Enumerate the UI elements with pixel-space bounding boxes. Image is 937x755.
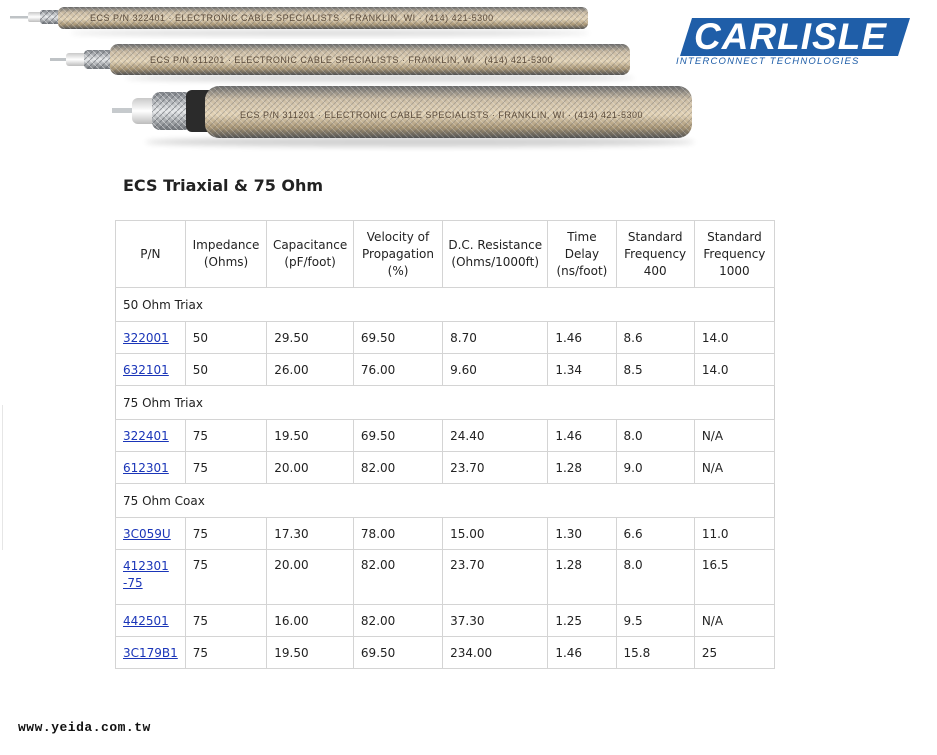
website-footer: www.yeida.com.tw <box>18 720 151 735</box>
pn-cell <box>116 452 186 484</box>
group-label: 50 Ohm Triax <box>116 288 775 322</box>
pn-cell <box>116 637 186 669</box>
value-cell: 23.70 <box>443 550 548 605</box>
value-cell: 14.0 <box>694 322 774 354</box>
value-cell: 20.00 <box>267 550 354 605</box>
value-cell: 76.00 <box>353 354 442 386</box>
value-cell: 1.28 <box>548 550 616 605</box>
part-number-link[interactable]: 322001 <box>123 330 169 345</box>
group-row <box>116 288 775 322</box>
pn-cell <box>116 322 186 354</box>
header-freq400: Standard Frequency 400 <box>616 221 694 288</box>
table-row <box>116 637 775 669</box>
table-row <box>116 420 775 452</box>
value-cell: 50 <box>185 354 266 386</box>
page-title: ECS Triaxial & 75 Ohm <box>123 176 324 195</box>
group-label: 75 Ohm Coax <box>116 484 775 518</box>
logo-subtitle: INTERCONNECT TECHNOLOGIES <box>676 56 860 67</box>
value-cell: 6.6 <box>616 518 694 550</box>
value-cell: 75 <box>185 637 266 669</box>
part-number-link[interactable]: 322401 <box>123 428 169 443</box>
value-cell: 1.28 <box>548 452 616 484</box>
table-row <box>116 354 775 386</box>
table-row <box>116 518 775 550</box>
value-cell: 8.0 <box>616 420 694 452</box>
value-cell: 50 <box>185 322 266 354</box>
value-cell: 19.50 <box>267 637 354 669</box>
cable-2 <box>50 44 635 82</box>
value-cell: 82.00 <box>353 605 442 637</box>
value-cell: 11.0 <box>694 518 774 550</box>
value-cell: 69.50 <box>353 322 442 354</box>
value-cell: 20.00 <box>267 452 354 484</box>
group-row <box>116 484 775 518</box>
table-header-row <box>116 221 775 288</box>
spec-table <box>115 220 775 669</box>
value-cell: 1.34 <box>548 354 616 386</box>
value-cell: 16.5 <box>694 550 774 605</box>
part-number-link[interactable]: 3C059U <box>123 526 171 541</box>
part-number-link[interactable]: 412301-75 <box>123 559 169 590</box>
value-cell: 75 <box>185 550 266 605</box>
header-pn: P/N <box>116 221 186 288</box>
value-cell: 14.0 <box>694 354 774 386</box>
table-row <box>116 452 775 484</box>
cable-1 <box>10 7 590 36</box>
part-number-link[interactable]: 442501 <box>123 613 169 628</box>
pn-cell <box>116 420 186 452</box>
value-cell: 69.50 <box>353 420 442 452</box>
value-cell: 9.0 <box>616 452 694 484</box>
value-cell: 75 <box>185 452 266 484</box>
value-cell: 75 <box>185 605 266 637</box>
value-cell: 82.00 <box>353 550 442 605</box>
value-cell: 29.50 <box>267 322 354 354</box>
value-cell: 25 <box>694 637 774 669</box>
value-cell: 17.30 <box>267 518 354 550</box>
table-row <box>116 322 775 354</box>
value-cell: 1.30 <box>548 518 616 550</box>
header-impedance: Impedance (Ohms) <box>185 221 266 288</box>
svg-text:ECS P/N 311201 · ELECTRONIC CA: ECS P/N 311201 · ELECTRONIC CABLE SPECIALISTS · FRANKLIN, WI · (414) 421-5300 <box>240 110 643 120</box>
value-cell: N/A <box>694 605 774 637</box>
value-cell: 8.5 <box>616 354 694 386</box>
pn-cell <box>116 605 186 637</box>
svg-text:ECS P/N 322401 · ELECTRONIC CA: ECS P/N 322401 · ELECTRONIC CABLE SPECIALISTS · FRANKLIN, WI · (414) 421-5300 <box>90 13 494 23</box>
group-label: 75 Ohm Triax <box>116 386 775 420</box>
table-row <box>116 605 775 637</box>
cable-3 <box>112 86 695 147</box>
part-number-link[interactable]: 612301 <box>123 460 169 475</box>
part-number-link[interactable]: 632101 <box>123 362 169 377</box>
value-cell: 1.46 <box>548 637 616 669</box>
table-row <box>116 550 775 605</box>
part-number-link[interactable]: 3C179B1 <box>123 645 178 660</box>
value-cell: 37.30 <box>443 605 548 637</box>
header-capacitance: Capacitance (pF/foot) <box>267 221 354 288</box>
value-cell: 15.00 <box>443 518 548 550</box>
value-cell: 8.6 <box>616 322 694 354</box>
value-cell: N/A <box>694 420 774 452</box>
pn-cell <box>116 354 186 386</box>
value-cell: 15.8 <box>616 637 694 669</box>
value-cell: 78.00 <box>353 518 442 550</box>
group-row <box>116 386 775 420</box>
value-cell: 69.50 <box>353 637 442 669</box>
pn-cell <box>116 518 186 550</box>
pn-cell <box>116 550 186 605</box>
value-cell: 1.46 <box>548 322 616 354</box>
svg-text:CARLISLE: CARLISLE <box>694 16 887 57</box>
value-cell: N/A <box>694 452 774 484</box>
value-cell: 19.50 <box>267 420 354 452</box>
value-cell: 16.00 <box>267 605 354 637</box>
value-cell: 1.46 <box>548 420 616 452</box>
value-cell: 26.00 <box>267 354 354 386</box>
header-freq1000: Standard Frequency 1000 <box>694 221 774 288</box>
page-edge-line <box>2 405 3 550</box>
value-cell: 9.60 <box>443 354 548 386</box>
value-cell: 24.40 <box>443 420 548 452</box>
value-cell: 8.70 <box>443 322 548 354</box>
header-velocity: Velocity of Propagation (%) <box>353 221 442 288</box>
svg-text:ECS P/N 311201 · ELECTRONIC CA: ECS P/N 311201 · ELECTRONIC CABLE SPECIALISTS · FRANKLIN, WI · (414) 421-5300 <box>150 55 553 65</box>
value-cell: 9.5 <box>616 605 694 637</box>
header-resistance: D.C. Resistance (Ohms/1000ft) <box>443 221 548 288</box>
value-cell: 234.00 <box>443 637 548 669</box>
value-cell: 82.00 <box>353 452 442 484</box>
header-delay: Time Delay (ns/foot) <box>548 221 616 288</box>
value-cell: 75 <box>185 420 266 452</box>
value-cell: 1.25 <box>548 605 616 637</box>
value-cell: 8.0 <box>616 550 694 605</box>
value-cell: 23.70 <box>443 452 548 484</box>
value-cell: 75 <box>185 518 266 550</box>
